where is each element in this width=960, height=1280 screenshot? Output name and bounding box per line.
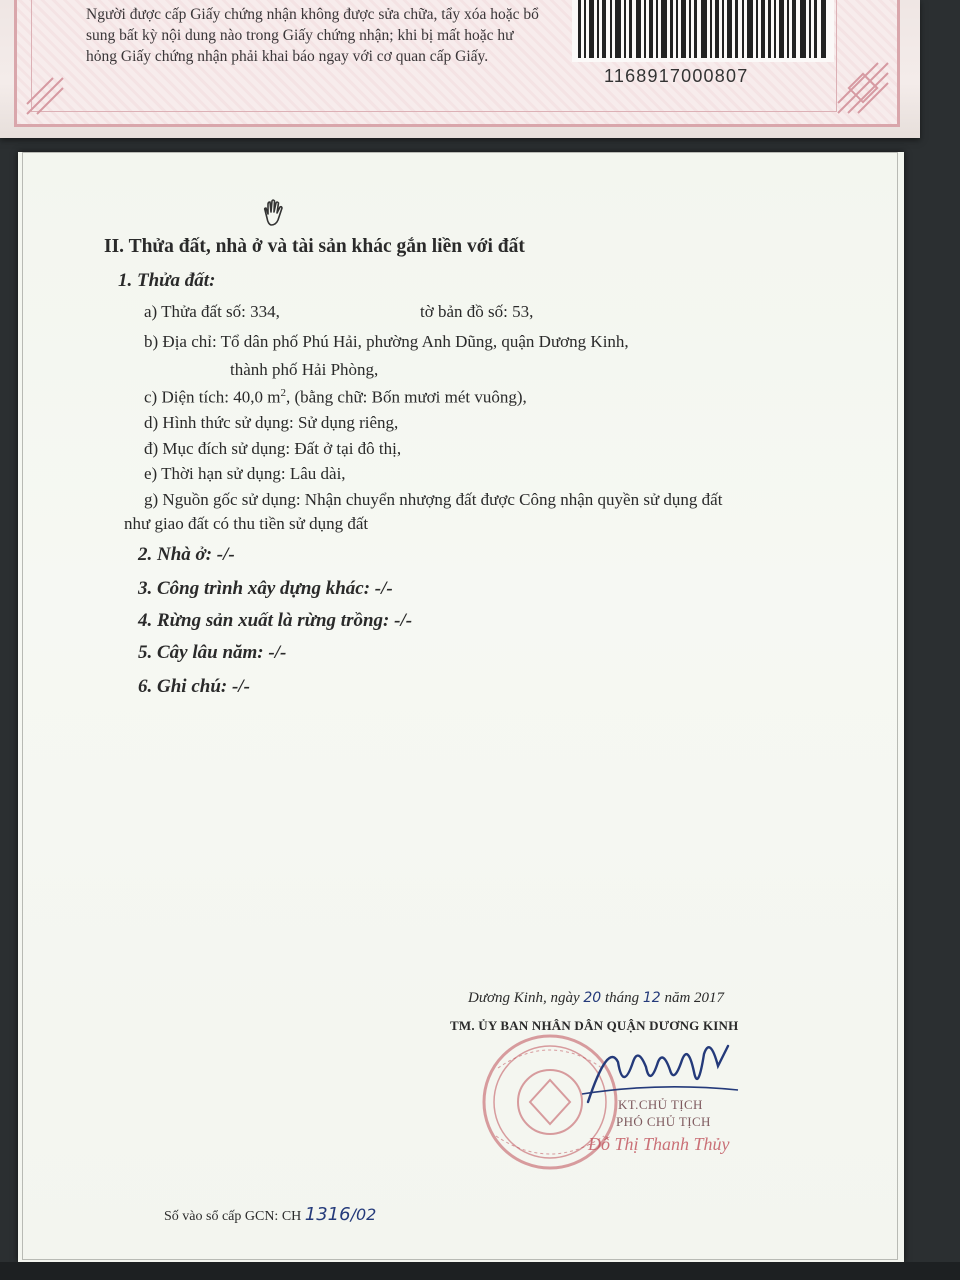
section-title: II. Thửa đất, nhà ở và tài sản khác gắn liền với đất — [104, 236, 525, 257]
date-day: 20 — [583, 990, 602, 1006]
parcel-number: a) Thửa đất số: 334, — [144, 302, 280, 321]
area-superscript: 2 — [280, 387, 286, 399]
perennial-heading: 5. Cây lâu năm: -/- — [138, 642, 287, 663]
address-line-2: thành phố Hải Phòng, — [230, 360, 379, 379]
barcode-icon — [572, 0, 834, 62]
warning-line: Người được cấp Giấy chứng nhận không được sửa chữa, tẩy xóa hoặc bổ — [86, 6, 539, 23]
registry-number: 1316 — [304, 1204, 351, 1225]
forest-heading: 4. Rừng sản xuất là rừng trồng: -/- — [138, 610, 413, 631]
hand-cursor-icon — [258, 198, 288, 228]
usage-term: e) Thời hạn sử dụng: Lâu dài, — [144, 464, 346, 483]
usage-purpose: đ) Mục đích sử dụng: Đất ở tại đô thị, — [144, 439, 402, 458]
issuing-organization: TM. ỦY BAN NHÂN DÂN QUẬN DƯƠNG KINH — [450, 1018, 739, 1033]
registry-suffix: /02 — [350, 1205, 377, 1224]
certificate-warning-text — [86, 4, 576, 67]
corner-ornament-icon — [833, 58, 893, 118]
month-label: tháng — [604, 990, 640, 1006]
other-works-heading: 3. Công trình xây dựng khác: -/- — [138, 578, 393, 599]
address-line-1: b) Địa chỉ: Tổ dân phố Phú Hải, phường Anh Dũng, quận Dương Kinh, — [144, 332, 629, 351]
area-line — [144, 387, 527, 408]
corner-ornament-left-icon — [25, 76, 65, 116]
year-label: năm 2017 — [664, 990, 725, 1006]
usage-origin-line-2: như giao đất có thu tiền sử dụng đất — [124, 514, 369, 533]
notes-heading: 6. Ghi chú: -/- — [138, 676, 250, 697]
top-certificate-strip — [0, 0, 920, 138]
usage-origin-line-1: g) Nguồn gốc sử dụng: Nhận chuyển nhượng đất được Công nhận quyền sử dụng đất — [144, 490, 723, 509]
house-heading: 2. Nhà ở: -/- — [138, 544, 235, 565]
registry-label: Số vào sổ cấp GCN: CH — [164, 1209, 302, 1224]
barcode-number: 1168917000807 — [604, 66, 749, 86]
date-month: 12 — [642, 990, 661, 1006]
usage-form: d) Hình thức sử dụng: Sử dụng riêng, — [144, 413, 399, 432]
warning-line: sung bất kỳ nội dung nào trong Giấy chứng nhận; khi bị mất hoặc hư — [86, 27, 514, 44]
signer-role-1: KT.CHỦ TỊCH — [618, 1097, 703, 1112]
place-date-prefix: Dương Kinh, ngày — [468, 990, 580, 1006]
certificate-page — [18, 152, 904, 1262]
place-date — [468, 990, 724, 1007]
signer-role-2: PHÓ CHỦ TỊCH — [616, 1114, 711, 1129]
bottom-screen-edge — [0, 1262, 960, 1280]
map-sheet-number: tờ bản đồ số: 53, — [420, 302, 534, 321]
registry-number-line — [164, 1204, 376, 1225]
signer-name: Đỗ Thị Thanh Thủy — [588, 1134, 730, 1154]
area-text: c) Diện tích: 40,0 m — [144, 387, 281, 407]
warning-line: hỏng Giấy chứng nhận phải khai báo ngay với cơ quan cấp Giấy. — [86, 48, 489, 65]
land-heading: 1. Thửa đất: — [118, 270, 216, 291]
area-text-words: , (bằng chữ: Bốn mươi mét vuông), — [285, 387, 527, 407]
